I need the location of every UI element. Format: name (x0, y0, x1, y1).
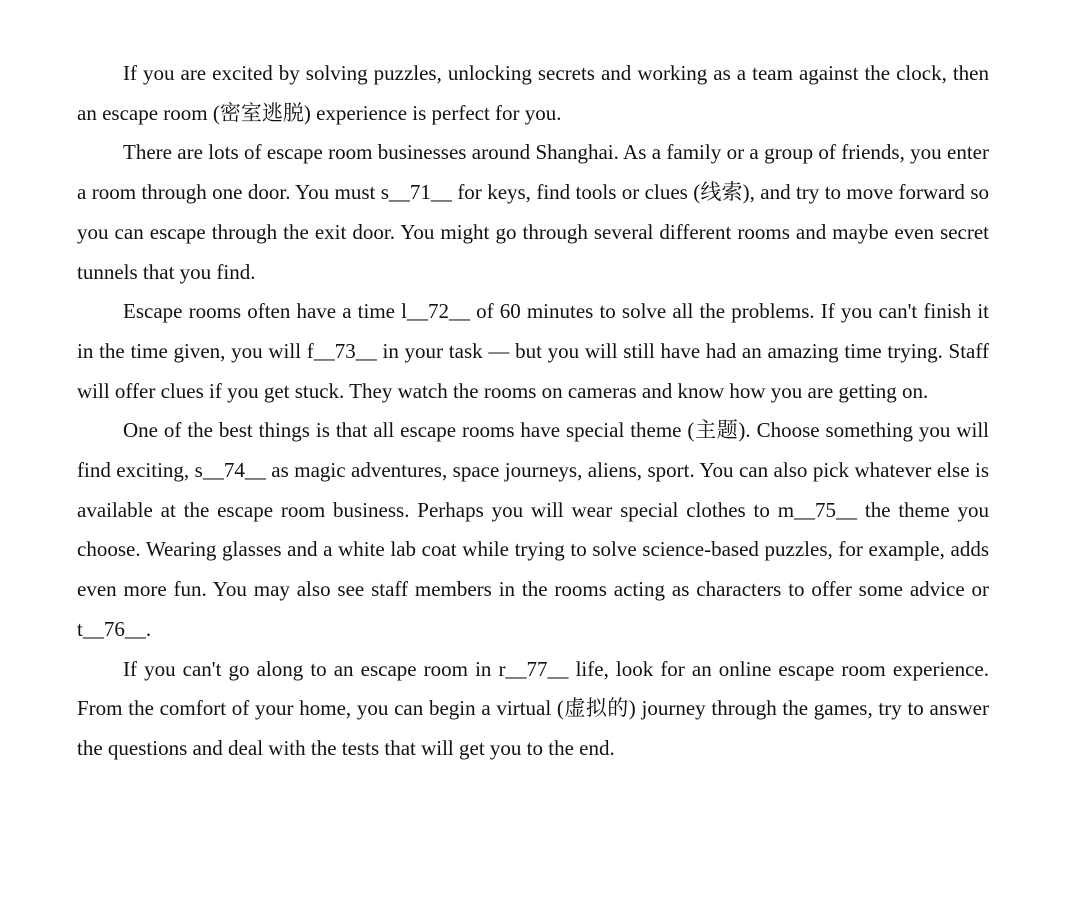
paragraph-businesses: There are lots of escape room businesses around Shanghai. As a family or a group of friends, you enter a room through one door. You must s__71__ for keys, find tools or clues (线索), and try to move forward so you can escape through the exit door. You might go through several different rooms and maybe even secret tunnels that you find. (77, 140, 989, 284)
paragraph-time-limit: Escape rooms often have a time l__72__ of 60 minutes to solve all the problems. If you can't finish it in the time given, you will f__73__ in your task — but you will still have had an amazing time trying. Staff will offer clues if you get stuck. They watch the rooms on cameras and know how you are getting on. (77, 299, 989, 403)
paragraph-themes: One of the best things is that all escape rooms have special theme (主题). Choose something you will find exciting, s__74__ as magic adventures, space journeys, aliens, sport. You can also pick whatever else is available at the escape room business. Perhaps you will wear special clothes to m__75__ the theme you choose. Wearing glasses and a white lab coat while trying to solve science-based puzzles, for example, adds even more fun. You may also see staff members in the rooms acting as characters to offer some advice or t__76__. (77, 418, 989, 641)
document-body (77, 54, 989, 769)
paragraph-online: If you can't go along to an escape room in r__77__ life, look for an online escape room experience. From the comfort of your home, you can begin a virtual (虚拟的) journey through the games, try to answer the questions and deal with the tests that will get you to the end. (77, 656, 989, 760)
paragraph-intro: If you are excited by solving puzzles, unlocking secrets and working as a team against the clock, then an escape room (密室逃脱) experience is perfect for you. (77, 61, 989, 125)
